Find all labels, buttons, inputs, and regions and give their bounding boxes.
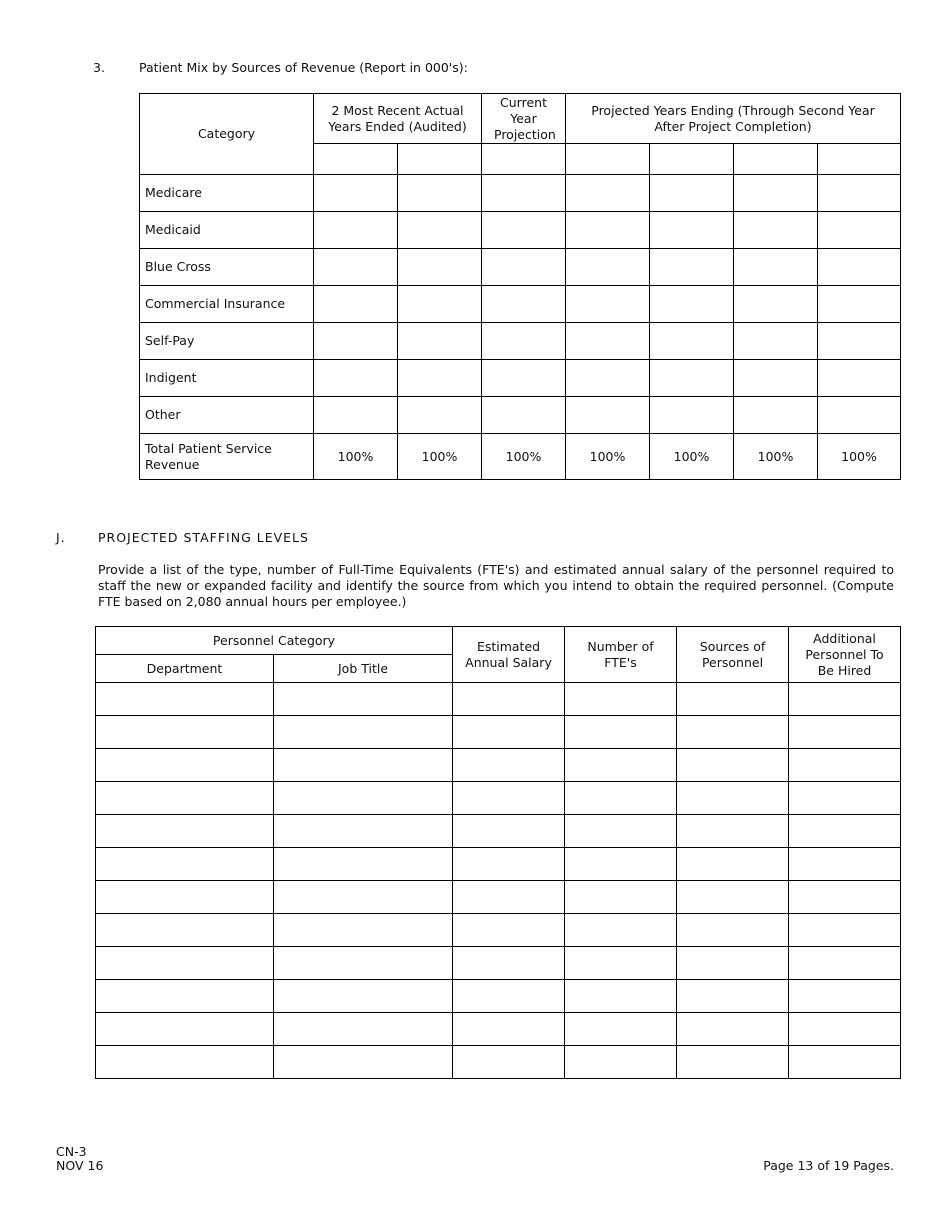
staffing-row (96, 848, 901, 881)
section-number: 3. (93, 60, 105, 75)
revenue-cell[interactable] (314, 286, 398, 323)
staffing-cell[interactable] (565, 980, 677, 1013)
header-sources: Sources of Personnel (677, 627, 789, 683)
staffing-cell[interactable] (677, 881, 789, 914)
staffing-cell[interactable] (453, 947, 565, 980)
staffing-cell[interactable] (96, 947, 274, 980)
revenue-cell[interactable] (734, 397, 818, 434)
staffing-cell[interactable] (274, 683, 453, 716)
header-category: Category (140, 94, 314, 175)
staffing-cell[interactable] (677, 716, 789, 749)
category-label: Blue Cross (140, 249, 314, 286)
revenue-cell[interactable] (818, 360, 901, 397)
staffing-cell[interactable] (96, 815, 274, 848)
year-cell[interactable] (314, 144, 398, 175)
staffing-cell[interactable] (789, 815, 901, 848)
year-cell[interactable] (818, 144, 901, 175)
revenue-cell[interactable] (482, 397, 566, 434)
staffing-cell[interactable] (96, 980, 274, 1013)
staffing-cell[interactable] (274, 716, 453, 749)
year-cell[interactable] (398, 144, 482, 175)
revenue-cell[interactable] (734, 212, 818, 249)
staffing-cell[interactable] (96, 1013, 274, 1046)
total-label: Total Patient Service Revenue (140, 434, 314, 480)
staffing-cell[interactable] (453, 848, 565, 881)
header-salary: Estimated Annual Salary (453, 627, 565, 683)
staffing-cell[interactable] (453, 1046, 565, 1079)
category-label: Other (140, 397, 314, 434)
revenue-cell[interactable] (650, 212, 734, 249)
staffing-row (96, 1046, 901, 1079)
year-cell[interactable] (566, 144, 650, 175)
category-row (140, 249, 901, 286)
category-label: Commercial Insurance (140, 286, 314, 323)
revenue-cell[interactable] (398, 286, 482, 323)
revenue-cell[interactable] (482, 249, 566, 286)
staffing-cell[interactable] (565, 749, 677, 782)
revenue-cell[interactable] (566, 175, 650, 212)
revenue-cell[interactable] (482, 175, 566, 212)
header-projected-years: Projected Years Ending (Through Second Year After Project Completion) (566, 94, 901, 144)
section-description: Provide a list of the type, number of Full-Time Equivalents (FTE's) and estimated annual salary of the personnel required to staff the new or expanded facility and identify the source from which you intend to obtain the required personnel. (Compute FTE based on 2,080 annual hours per employee.) (98, 562, 894, 609)
staffing-cell[interactable] (789, 914, 901, 947)
staffing-cell[interactable] (274, 1013, 453, 1046)
total-value: 100% (734, 434, 818, 480)
revenue-cell[interactable] (398, 212, 482, 249)
header-fte: Number of FTE's (565, 627, 677, 683)
section-title: Patient Mix by Sources of Revenue (Report in 000's): (139, 60, 468, 75)
staffing-cell[interactable] (274, 782, 453, 815)
staffing-row (96, 815, 901, 848)
revenue-cell[interactable] (398, 323, 482, 360)
staffing-cell[interactable] (789, 947, 901, 980)
revenue-cell[interactable] (398, 397, 482, 434)
total-value: 100% (482, 434, 566, 480)
staffing-cell[interactable] (677, 1013, 789, 1046)
staffing-row (96, 881, 901, 914)
staffing-cell[interactable] (789, 881, 901, 914)
staffing-cell[interactable] (565, 716, 677, 749)
revenue-cell[interactable] (566, 286, 650, 323)
staffing-cell[interactable] (789, 980, 901, 1013)
category-row (140, 323, 901, 360)
revenue-cell[interactable] (398, 249, 482, 286)
staffing-cell[interactable] (274, 881, 453, 914)
revenue-cell[interactable] (566, 323, 650, 360)
staffing-cell[interactable] (453, 881, 565, 914)
staffing-cell[interactable] (565, 683, 677, 716)
revenue-cell[interactable] (650, 286, 734, 323)
staffing-row (96, 1013, 901, 1046)
section-heading: PROJECTED STAFFING LEVELS (98, 530, 309, 545)
revenue-cell[interactable] (734, 249, 818, 286)
staffing-cell[interactable] (96, 716, 274, 749)
staffing-cell[interactable] (96, 683, 274, 716)
header-personnel-category: Personnel Category (96, 627, 453, 655)
revenue-table (139, 93, 901, 480)
staffing-cell[interactable] (453, 914, 565, 947)
staffing-cell[interactable] (274, 848, 453, 881)
staffing-row (96, 716, 901, 749)
header-additional: Additional Personnel To Be Hired (789, 627, 901, 683)
revenue-cell[interactable] (398, 360, 482, 397)
total-row (140, 434, 901, 480)
total-value: 100% (566, 434, 650, 480)
staffing-cell[interactable] (789, 1013, 901, 1046)
revenue-cell[interactable] (314, 249, 398, 286)
revenue-cell[interactable] (482, 360, 566, 397)
staffing-row (96, 980, 901, 1013)
revenue-cell[interactable] (818, 212, 901, 249)
staffing-cell[interactable] (453, 749, 565, 782)
staffing-cell[interactable] (274, 1046, 453, 1079)
staffing-cell[interactable] (453, 1013, 565, 1046)
staffing-cell[interactable] (789, 749, 901, 782)
staffing-row (96, 914, 901, 947)
staffing-cell[interactable] (677, 683, 789, 716)
staffing-table (95, 626, 901, 1079)
header-current-year: Current Year Projection (482, 94, 566, 144)
staffing-cell[interactable] (96, 848, 274, 881)
staffing-cell[interactable] (274, 815, 453, 848)
revenue-cell[interactable] (314, 397, 398, 434)
staffing-cell[interactable] (677, 815, 789, 848)
staffing-cell[interactable] (96, 1046, 274, 1079)
category-row (140, 397, 901, 434)
staffing-cell[interactable] (565, 815, 677, 848)
revenue-cell[interactable] (566, 249, 650, 286)
staffing-cell[interactable] (96, 914, 274, 947)
revenue-cell[interactable] (734, 360, 818, 397)
staffing-cell[interactable] (274, 749, 453, 782)
category-row (140, 360, 901, 397)
staffing-row (96, 782, 901, 815)
revenue-cell[interactable] (314, 175, 398, 212)
revenue-cell[interactable] (482, 286, 566, 323)
revenue-cell[interactable] (650, 175, 734, 212)
staffing-cell[interactable] (789, 1046, 901, 1079)
year-cell[interactable] (734, 144, 818, 175)
header-job-title: Job Title (274, 655, 453, 683)
revenue-cell[interactable] (482, 212, 566, 249)
revenue-cell[interactable] (818, 249, 901, 286)
revenue-cell[interactable] (818, 175, 901, 212)
staffing-row (96, 947, 901, 980)
revenue-cell[interactable] (650, 397, 734, 434)
staffing-cell[interactable] (96, 881, 274, 914)
form-id: CN-3 (56, 1144, 87, 1159)
category-label: Medicare (140, 175, 314, 212)
revenue-cell[interactable] (818, 397, 901, 434)
staffing-cell[interactable] (789, 683, 901, 716)
staffing-row (96, 683, 901, 716)
section-letter: J. (56, 530, 66, 545)
revenue-cell[interactable] (734, 286, 818, 323)
staffing-cell[interactable] (565, 782, 677, 815)
revenue-cell[interactable] (818, 323, 901, 360)
staffing-cell[interactable] (677, 980, 789, 1013)
form-date: NOV 16 (56, 1158, 104, 1173)
revenue-cell[interactable] (314, 323, 398, 360)
revenue-cell[interactable] (482, 323, 566, 360)
revenue-cell[interactable] (650, 360, 734, 397)
staffing-cell[interactable] (789, 782, 901, 815)
staffing-cell[interactable] (565, 848, 677, 881)
staffing-cell[interactable] (96, 782, 274, 815)
revenue-cell[interactable] (566, 397, 650, 434)
header-department: Department (96, 655, 274, 683)
staffing-cell[interactable] (565, 947, 677, 980)
staffing-cell[interactable] (565, 1046, 677, 1079)
total-value: 100% (818, 434, 901, 480)
total-value: 100% (398, 434, 482, 480)
staffing-cell[interactable] (565, 914, 677, 947)
revenue-cell[interactable] (314, 360, 398, 397)
revenue-cell[interactable] (818, 286, 901, 323)
year-cell[interactable] (482, 144, 566, 175)
staffing-cell[interactable] (565, 1013, 677, 1046)
category-label: Medicaid (140, 212, 314, 249)
category-row (140, 286, 901, 323)
staffing-cell[interactable] (274, 980, 453, 1013)
staffing-cell[interactable] (453, 683, 565, 716)
staffing-cell[interactable] (677, 848, 789, 881)
staffing-cell[interactable] (453, 815, 565, 848)
staffing-cell[interactable] (565, 881, 677, 914)
total-value: 100% (314, 434, 398, 480)
revenue-cell[interactable] (734, 323, 818, 360)
category-label: Indigent (140, 360, 314, 397)
revenue-cell[interactable] (566, 360, 650, 397)
page-number: Page 13 of 19 Pages. (763, 1158, 894, 1173)
staffing-cell[interactable] (677, 947, 789, 980)
staffing-cell[interactable] (274, 914, 453, 947)
staffing-cell[interactable] (789, 848, 901, 881)
staffing-cell[interactable] (677, 749, 789, 782)
staffing-cell[interactable] (453, 716, 565, 749)
year-cell[interactable] (650, 144, 734, 175)
revenue-cell[interactable] (650, 249, 734, 286)
header-actual-years: 2 Most Recent Actual Years Ended (Audited) (314, 94, 482, 144)
revenue-cell[interactable] (566, 212, 650, 249)
staffing-cell[interactable] (96, 749, 274, 782)
staffing-cell[interactable] (789, 716, 901, 749)
revenue-cell[interactable] (398, 175, 482, 212)
revenue-cell[interactable] (314, 212, 398, 249)
total-value: 100% (650, 434, 734, 480)
staffing-row (96, 749, 901, 782)
staffing-cell[interactable] (453, 980, 565, 1013)
category-label: Self-Pay (140, 323, 314, 360)
staffing-cell[interactable] (677, 782, 789, 815)
revenue-cell[interactable] (734, 175, 818, 212)
category-row (140, 212, 901, 249)
staffing-cell[interactable] (677, 1046, 789, 1079)
category-row (140, 175, 901, 212)
staffing-cell[interactable] (453, 782, 565, 815)
staffing-cell[interactable] (274, 947, 453, 980)
staffing-cell[interactable] (677, 914, 789, 947)
revenue-cell[interactable] (650, 323, 734, 360)
